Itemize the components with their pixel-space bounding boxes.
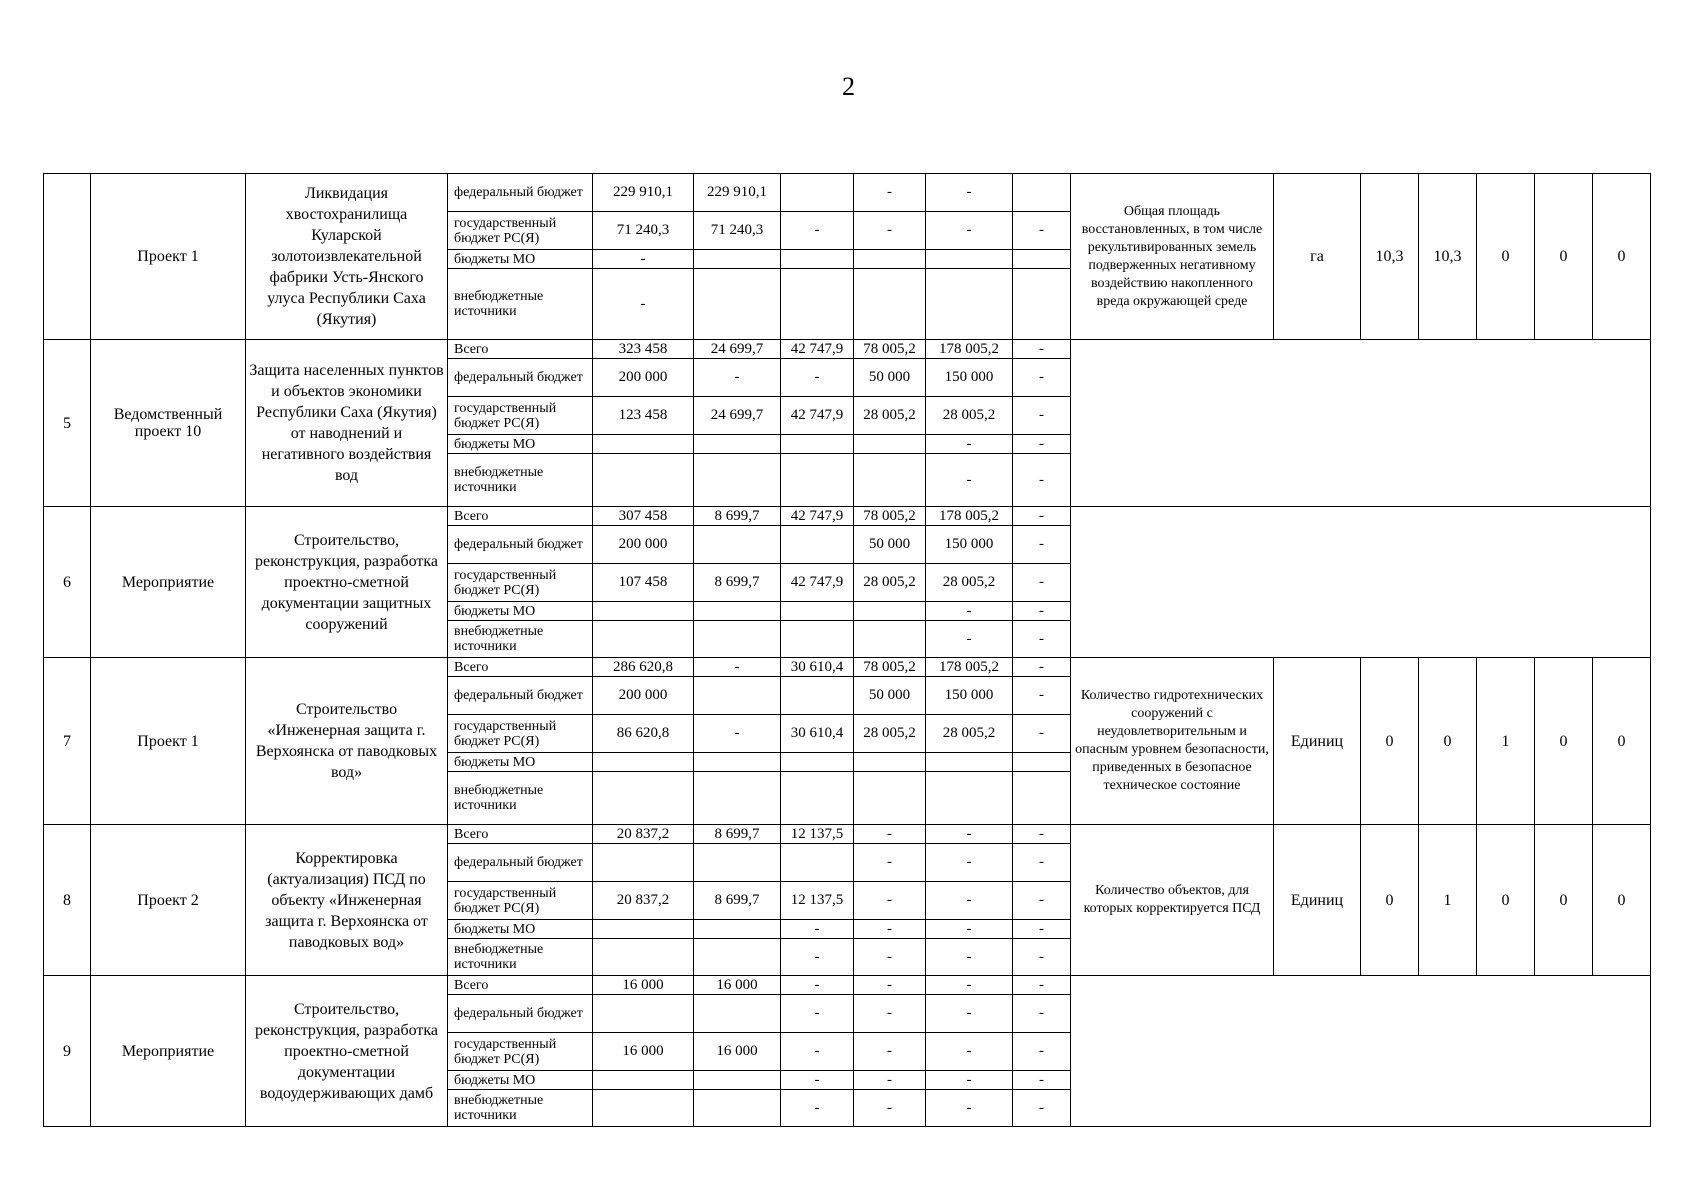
funding-value: - (593, 269, 694, 340)
funding-value: - (926, 844, 1013, 882)
funding-value: 71 240,3 (694, 212, 781, 250)
funding-value (593, 1071, 694, 1090)
funding-value (781, 677, 854, 715)
indicator-value: 0 (1535, 825, 1593, 976)
funding-value (593, 920, 694, 939)
funding-value: - (854, 882, 926, 920)
table-row (44, 507, 1651, 526)
funding-source-label: федеральный бюджет (448, 174, 593, 212)
funding-value: 20 837,2 (593, 825, 694, 844)
funding-source-label: государственный бюджет РС(Я) (448, 715, 593, 753)
funding-value: 42 747,9 (781, 507, 854, 526)
funding-source-label: государственный бюджет РС(Я) (448, 564, 593, 602)
table-row (44, 658, 1651, 677)
row-type: Мероприятие (91, 507, 246, 658)
funding-value: - (781, 920, 854, 939)
indicator-name: Общая площадь восстановленных, в том числе рекультивированных земель подверженных негативному воздействию накопленного вреда окружающей среде (1071, 174, 1274, 340)
funding-value: - (854, 844, 926, 882)
funding-value (593, 772, 694, 825)
row-name: Строительство «Инженерная защита г. Верхоянска от паводковых вод» (246, 658, 448, 825)
table-row (44, 825, 1651, 844)
funding-value: 16 000 (593, 1033, 694, 1071)
funding-value (694, 939, 781, 976)
funding-value (694, 1071, 781, 1090)
funding-source-label: внебюджетные источники (448, 454, 593, 507)
funding-value: 78 005,2 (854, 507, 926, 526)
funding-value: - (1013, 920, 1071, 939)
funding-value (694, 435, 781, 454)
indicator-value: 0 (1593, 825, 1651, 976)
funding-value: - (926, 1071, 1013, 1090)
funding-value (781, 454, 854, 507)
row-name: Ликвидация хвостохранилища Куларской золотоизвлекательной фабрики Усть-Янского улуса Республики Саха (Якутия) (246, 174, 448, 340)
funding-value: - (1013, 1071, 1071, 1090)
funding-source-label: бюджеты МО (448, 753, 593, 772)
funding-value: - (1013, 939, 1071, 976)
funding-value: 200 000 (593, 526, 694, 564)
page-number: 2 (842, 72, 855, 101)
funding-value: - (593, 250, 694, 269)
funding-value: 50 000 (854, 359, 926, 397)
funding-value: - (1013, 882, 1071, 920)
funding-value: 42 747,9 (781, 397, 854, 435)
indicator-value: 0 (1361, 825, 1419, 976)
funding-source-label: бюджеты МО (448, 1071, 593, 1090)
funding-value (854, 772, 926, 825)
funding-value (593, 995, 694, 1033)
funding-value: 78 005,2 (854, 658, 926, 677)
funding-value (1013, 753, 1071, 772)
funding-value: 16 000 (694, 976, 781, 995)
funding-value: 12 137,5 (781, 825, 854, 844)
funding-value: - (1013, 1090, 1071, 1127)
funding-value: - (781, 1071, 854, 1090)
program-table (43, 173, 1651, 1127)
funding-value: 8 699,7 (694, 882, 781, 920)
funding-value: - (781, 995, 854, 1033)
funding-value: - (1013, 1033, 1071, 1071)
funding-value: 30 610,4 (781, 658, 854, 677)
funding-value (694, 920, 781, 939)
funding-value: 24 699,7 (694, 340, 781, 359)
funding-value: - (854, 1033, 926, 1071)
indicator-value: 1 (1477, 658, 1535, 825)
funding-value: - (1013, 658, 1071, 677)
funding-value (1013, 772, 1071, 825)
funding-value: - (781, 939, 854, 976)
funding-value: 16 000 (593, 976, 694, 995)
funding-value: - (1013, 397, 1071, 435)
funding-value: 150 000 (926, 359, 1013, 397)
funding-value: 30 610,4 (781, 715, 854, 753)
funding-source-label: внебюджетные источники (448, 621, 593, 658)
funding-value: 8 699,7 (694, 507, 781, 526)
funding-value: 8 699,7 (694, 825, 781, 844)
funding-value (593, 1090, 694, 1127)
funding-value: - (1013, 825, 1071, 844)
funding-value: - (1013, 359, 1071, 397)
funding-value: 50 000 (854, 526, 926, 564)
funding-value: 28 005,2 (926, 397, 1013, 435)
funding-value: - (926, 621, 1013, 658)
indicator-value: 0 (1477, 174, 1535, 340)
row-number: 6 (44, 507, 91, 658)
funding-value: 107 458 (593, 564, 694, 602)
funding-value (694, 269, 781, 340)
funding-value: 323 458 (593, 340, 694, 359)
funding-source-label: внебюджетные источники (448, 1090, 593, 1127)
funding-value (593, 435, 694, 454)
funding-value (694, 844, 781, 882)
funding-value: 8 699,7 (694, 564, 781, 602)
funding-value: - (926, 174, 1013, 212)
funding-value: - (781, 359, 854, 397)
funding-value (854, 250, 926, 269)
funding-value: - (694, 658, 781, 677)
indicator-value: 0 (1361, 658, 1419, 825)
row-name: Строительство, реконструкция, разработка проектно-сметной документации водоудерживающих дамб (246, 976, 448, 1127)
funding-value: 200 000 (593, 359, 694, 397)
indicator-name: Количество гидротехнических сооружений с неудовлетворительным и опасным уровнем безопасности, приведенных в безопасное техническое состояние (1071, 658, 1274, 825)
funding-value: 28 005,2 (854, 397, 926, 435)
funding-value: - (926, 1033, 1013, 1071)
funding-value: 28 005,2 (926, 564, 1013, 602)
funding-value: - (1013, 340, 1071, 359)
funding-value: 178 005,2 (926, 340, 1013, 359)
funding-value: - (926, 825, 1013, 844)
empty-indicator-block (1071, 976, 1651, 1127)
funding-value (781, 602, 854, 621)
empty-indicator-block (1071, 340, 1651, 507)
funding-value (1013, 250, 1071, 269)
funding-value: - (1013, 435, 1071, 454)
indicator-value: 10,3 (1419, 174, 1477, 340)
funding-value (593, 844, 694, 882)
funding-source-label: государственный бюджет РС(Я) (448, 1033, 593, 1071)
funding-value (694, 526, 781, 564)
funding-value (694, 753, 781, 772)
funding-source-label: бюджеты МО (448, 920, 593, 939)
funding-value: - (854, 939, 926, 976)
row-number: 7 (44, 658, 91, 825)
funding-value (593, 939, 694, 976)
funding-value: - (926, 602, 1013, 621)
funding-value (593, 602, 694, 621)
funding-value: 28 005,2 (854, 715, 926, 753)
row-number: 5 (44, 340, 91, 507)
funding-source-label: федеральный бюджет (448, 526, 593, 564)
funding-value (926, 250, 1013, 269)
funding-value (854, 602, 926, 621)
funding-value: 16 000 (694, 1033, 781, 1071)
indicator-value: 1 (1419, 825, 1477, 976)
funding-value: 150 000 (926, 526, 1013, 564)
funding-value: - (854, 825, 926, 844)
funding-value: 50 000 (854, 677, 926, 715)
indicator-name: Количество объектов, для которых корректируется ПСД (1071, 825, 1274, 976)
indicator-value: 0 (1419, 658, 1477, 825)
funding-value (854, 454, 926, 507)
funding-value: - (1013, 621, 1071, 658)
indicator-value: 0 (1535, 658, 1593, 825)
funding-value: 24 699,7 (694, 397, 781, 435)
funding-source-label: Всего (448, 340, 593, 359)
row-number: 8 (44, 825, 91, 976)
indicator-value: 0 (1593, 174, 1651, 340)
funding-value (593, 621, 694, 658)
funding-source-label: Всего (448, 507, 593, 526)
funding-value (926, 772, 1013, 825)
funding-value (781, 174, 854, 212)
funding-value: - (854, 1090, 926, 1127)
funding-value: - (926, 995, 1013, 1033)
funding-value: - (926, 454, 1013, 507)
funding-value: - (1013, 995, 1071, 1033)
funding-value: 42 747,9 (781, 340, 854, 359)
funding-value (694, 602, 781, 621)
funding-value: - (1013, 507, 1071, 526)
funding-value (694, 250, 781, 269)
funding-source-label: внебюджетные источники (448, 772, 593, 825)
funding-value (781, 772, 854, 825)
funding-value: - (694, 715, 781, 753)
funding-value: 20 837,2 (593, 882, 694, 920)
funding-source-label: государственный бюджет РС(Я) (448, 882, 593, 920)
funding-value: 286 620,8 (593, 658, 694, 677)
funding-source-label: федеральный бюджет (448, 844, 593, 882)
funding-value (1013, 174, 1071, 212)
funding-value: - (926, 920, 1013, 939)
funding-value: - (1013, 976, 1071, 995)
funding-source-label: внебюджетные источники (448, 939, 593, 976)
row-name: Корректировка (актуализация) ПСД по объекту «Инженерная защита г. Верхоянска от паводковых вод» (246, 825, 448, 976)
funding-value (781, 621, 854, 658)
funding-value: - (854, 995, 926, 1033)
row-name: Строительство, реконструкция, разработка проектно-сметной документации защитных сооружений (246, 507, 448, 658)
funding-value (781, 526, 854, 564)
funding-value: 178 005,2 (926, 658, 1013, 677)
funding-source-label: федеральный бюджет (448, 995, 593, 1033)
funding-value (781, 435, 854, 454)
indicator-value: 0 (1593, 658, 1651, 825)
funding-value (593, 454, 694, 507)
funding-value: 229 910,1 (694, 174, 781, 212)
funding-value (593, 753, 694, 772)
funding-value (854, 269, 926, 340)
row-type: Проект 1 (91, 658, 246, 825)
indicator-unit: Единиц (1274, 825, 1361, 976)
funding-source-label: бюджеты МО (448, 250, 593, 269)
funding-value: 200 000 (593, 677, 694, 715)
funding-value: - (926, 939, 1013, 976)
funding-source-label: федеральный бюджет (448, 359, 593, 397)
funding-value (781, 269, 854, 340)
funding-value: - (1013, 212, 1071, 250)
row-type: Ведомственный проект 10 (91, 340, 246, 507)
funding-source-label: бюджеты МО (448, 435, 593, 454)
funding-value: 78 005,2 (854, 340, 926, 359)
funding-value (926, 753, 1013, 772)
funding-value: - (1013, 454, 1071, 507)
funding-value: - (926, 976, 1013, 995)
funding-value (854, 753, 926, 772)
funding-value: - (1013, 844, 1071, 882)
row-number (44, 174, 91, 340)
funding-value: 28 005,2 (926, 715, 1013, 753)
funding-value: - (781, 212, 854, 250)
funding-value (694, 995, 781, 1033)
funding-value (781, 753, 854, 772)
funding-value: - (854, 174, 926, 212)
funding-value: - (854, 1071, 926, 1090)
funding-value: 178 005,2 (926, 507, 1013, 526)
row-number: 9 (44, 976, 91, 1127)
funding-value (694, 454, 781, 507)
funding-value: 150 000 (926, 677, 1013, 715)
indicator-value: 0 (1535, 174, 1593, 340)
row-name: Защита населенных пунктов и объектов экономики Республики Саха (Якутия) от наводнений и негативного воздействия вод (246, 340, 448, 507)
funding-source-label: внебюджетные источники (448, 269, 593, 340)
funding-value: - (1013, 715, 1071, 753)
funding-value (694, 677, 781, 715)
funding-value: - (1013, 564, 1071, 602)
indicator-unit: Единиц (1274, 658, 1361, 825)
funding-value: 28 005,2 (854, 564, 926, 602)
funding-value: - (1013, 677, 1071, 715)
funding-value: - (1013, 602, 1071, 621)
funding-source-label: государственный бюджет РС(Я) (448, 212, 593, 250)
funding-value: - (781, 976, 854, 995)
funding-source-label: федеральный бюджет (448, 677, 593, 715)
funding-value: 86 620,8 (593, 715, 694, 753)
row-type: Проект 2 (91, 825, 246, 976)
funding-value (781, 844, 854, 882)
row-type: Мероприятие (91, 976, 246, 1127)
funding-source-label: Всего (448, 658, 593, 677)
table-row (44, 174, 1651, 212)
empty-indicator-block (1071, 507, 1651, 658)
indicator-value: 0 (1477, 825, 1535, 976)
funding-value: 307 458 (593, 507, 694, 526)
funding-value (854, 621, 926, 658)
indicator-unit: га (1274, 174, 1361, 340)
funding-value (926, 269, 1013, 340)
funding-value: 12 137,5 (781, 882, 854, 920)
funding-value: 42 747,9 (781, 564, 854, 602)
funding-value: - (926, 1090, 1013, 1127)
funding-value: - (926, 882, 1013, 920)
funding-value (854, 435, 926, 454)
funding-value: - (854, 920, 926, 939)
funding-source-label: Всего (448, 825, 593, 844)
funding-source-label: Всего (448, 976, 593, 995)
funding-value: 123 458 (593, 397, 694, 435)
funding-value (694, 772, 781, 825)
funding-value: - (854, 212, 926, 250)
funding-value: - (926, 435, 1013, 454)
indicator-value: 10,3 (1361, 174, 1419, 340)
funding-value: - (781, 1033, 854, 1071)
funding-value: 229 910,1 (593, 174, 694, 212)
funding-source-label: бюджеты МО (448, 602, 593, 621)
funding-value: - (926, 212, 1013, 250)
row-type: Проект 1 (91, 174, 246, 340)
table-row (44, 340, 1651, 359)
funding-value (1013, 269, 1071, 340)
funding-value: - (781, 1090, 854, 1127)
funding-value: - (1013, 526, 1071, 564)
table-row (44, 976, 1651, 995)
funding-value (781, 250, 854, 269)
funding-value: - (694, 359, 781, 397)
funding-source-label: государственный бюджет РС(Я) (448, 397, 593, 435)
funding-value: - (854, 976, 926, 995)
funding-value: 71 240,3 (593, 212, 694, 250)
funding-value (694, 621, 781, 658)
funding-value (694, 1090, 781, 1127)
